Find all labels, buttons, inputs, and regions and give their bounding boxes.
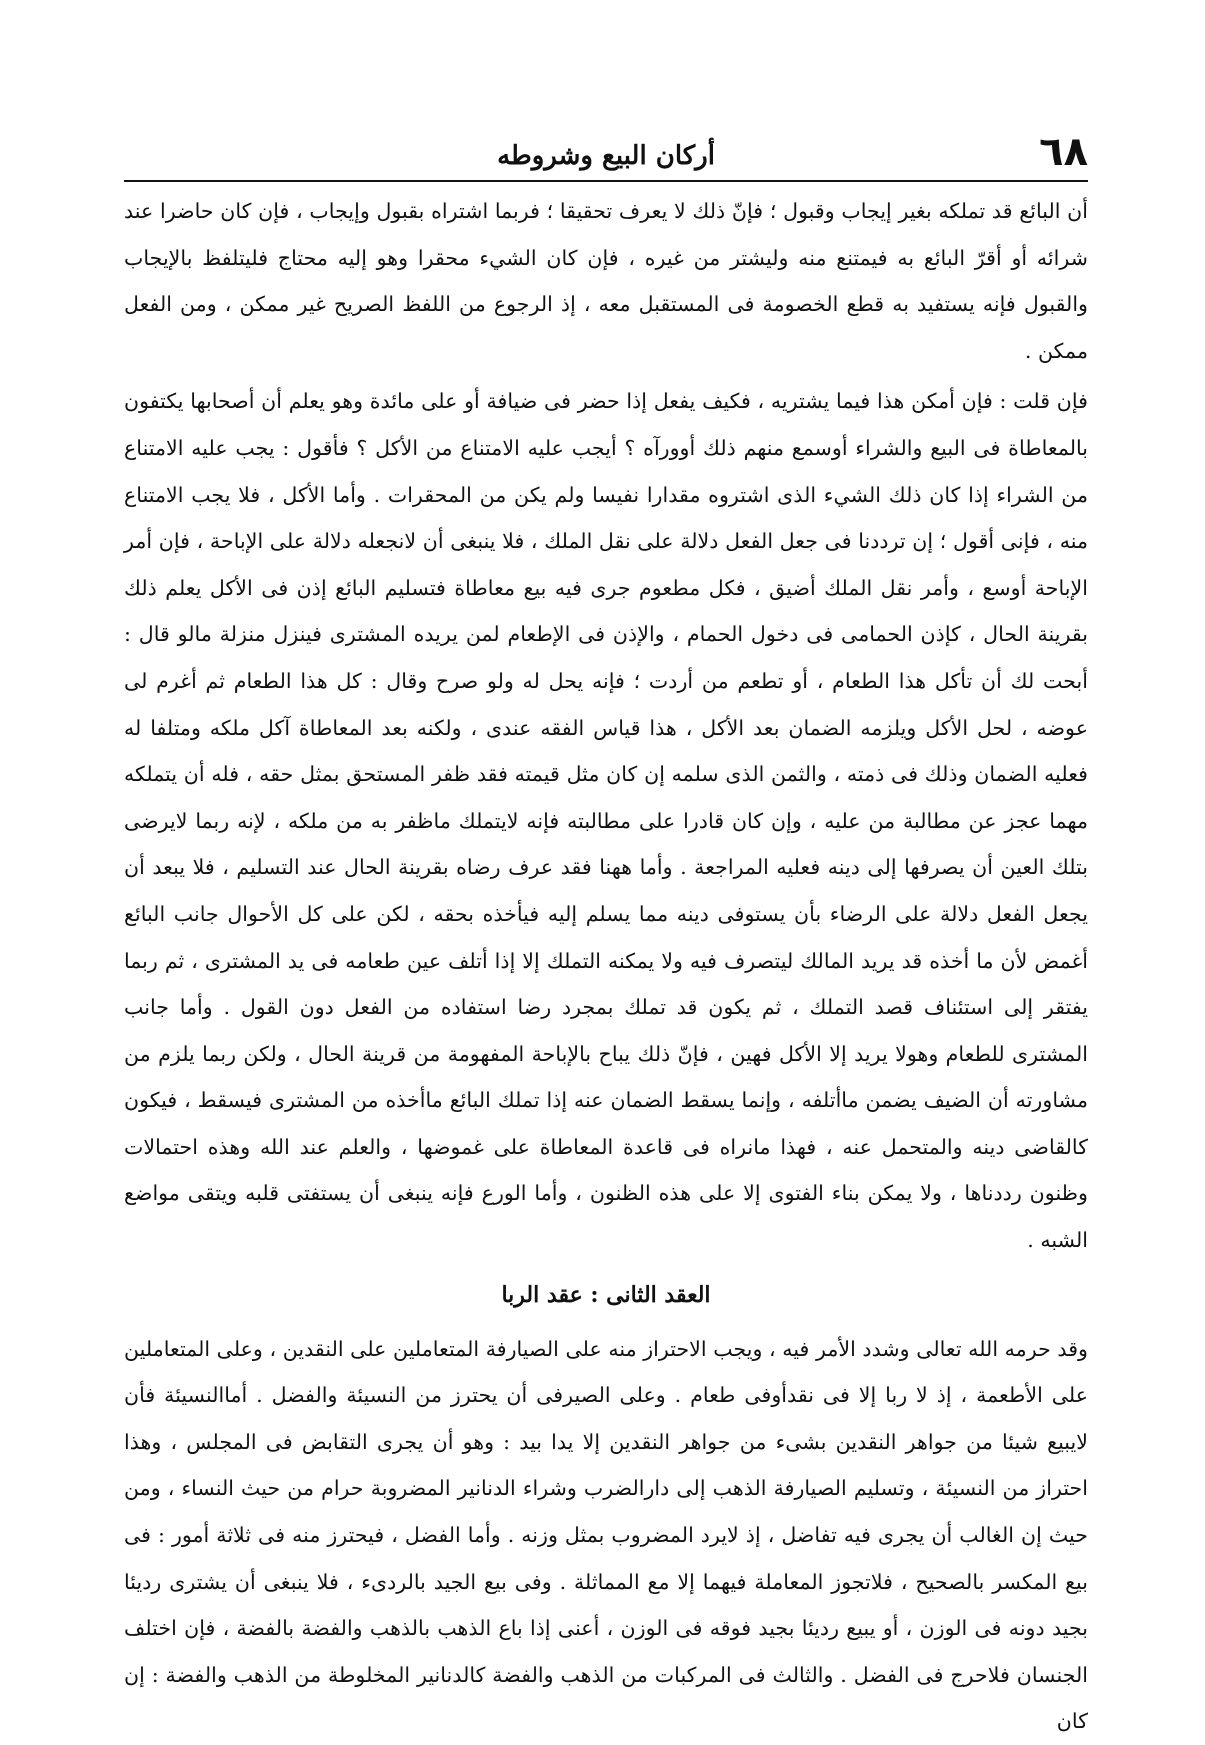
- paragraph-riba: وقد حرمه الله تعالى وشدد الأمر فيه ، ويجب الاحتراز منه على الصيارفة المتعاملين على النقدين ، وعلى المتعاملين على الأطعمة ، إذ لا ربا إلا فى نقدأوفى طعام . وعلى الصيرفى أن يحترز من النسيئة والفضل . أماالنسيئة فأن لايبيع شيئا من جواهر النقدين بشىء من جواهر النقدين إلا يدا بيد : وهو أن يجرى التقابض فى المجلس ، وهذا احتراز من النسيئة ، وتسليم الصيارفة الذهب إلى دارالضرب وشراء الدنانير المضروبة حرام من حيث النساء ، ومن حيث إن الغالب أن يجرى فيه تفاضل ، إذ لايرد المضروب بمثل وزنه . وأما الفضل ، فيحترز منه فى ثلاثة أمور : فى بيع المكسر بالصحيح ، فلاتجوز المعاملة فيهما إلا مع المماثلة . وفى بيع الجيد بالردىء ، فلا ينبغى أن يشترى رديئا بجيد دونه فى الوزن ، أو يبيع رديئا بجيد فوقه فى الوزن ، أعنى إذا باع الذهب بالذهب والفضة بالفضة ، فإن اختلف الجنسان فلاحرج فى الفضل . والثالث فى المركبات من الذهب والفضة كالدنانير المخلوطة من الذهب والفضة : إن كان: [124, 1336, 1088, 1734]
- paragraph-sale-possession: أن البائع قد تملكه بغير إيجاب وقبول ؛ فإنّ ذلك لا يعرف تحقيقا ؛ فربما اشتراه بقبول وإيجاب ، فإن كان حاضرا عند شرائه أو أقرّ البائع به فيمتنع منه وليشتر من غيره ، فإن كان الشيء محقرا وهو إليه محتاج فليتلفظ بالإيجاب والقبول فإنه يستفيد به قطع الخصومة فى المستقبل معه ، إذ الرجوع من اللفظ الصريح غير ممكن ، ومن الفعل ممكن .: [124, 199, 1089, 363]
- section-heading: العقد الثانى : عقد الربا: [501, 1281, 711, 1308]
- paragraph-muataah-discussion: فإن قلت : فإن أمكن هذا فيما يشتريه ، فكيف يفعل إذا حضر فى ضيافة أو على مائدة وهو يعلم أن أصحابها يكتفون بالمعاطاة فى البيع والشراء أوسمع منهم ذلك أوورآه ؟ أيجب عليه الامتناع من الأكل ؟ فأقول : يجب عليه الامتناع من الشراء إذا كان ذلك الشيء الذى اشتروه مقدارا نفيسا ولم يكن من المحقرات . وأما الأكل ، فلا يجب الامتناع منه ، فإنى أقول ؛ إن ترددنا فى جعل الفعل دلالة على نقل الملك ، فلا ينبغى أن لانجعله دلالة على الإباحة ، فإن أمر الإباحة أوسع ، وأمر نقل الملك أضيق ، فكل مطعوم جرى فيه بيع معاطاة فتسليم البائع إذن فى الأكل يعلم ذلك بقرينة الحال ، كإذن الحمامى فى دخول الحمام ، والإذن فى الإطعام لمن يريده المشترى فينزل منزلة مالو قال : أبحت لك أن تأكل هذا الطعام ، أو تطعم من أردت ؛ فإنه يحل له ولو صرح وقال : كل هذا الطعام ثم أغرم لى عوضه ، لحل الأكل ويلزمه الضمان بعد الأكل ، هذا قياس الفقه عندى ، ولكنه بعد المعاطاة آكل ملكه ومتلفا له فعليه الضمان وذلك فى ذمته ، والثمن الذى سلمه إن كان مثل قيمته فقد ظفر المستحق بمثل حقه ، فله أن يتملكه مهما عجز عن مطالبة من عليه ، وإن كان قادرا على مطالبته فإنه لايتملك ماظفر به من ملكه ، لإنه ربما لايرضى بتلك العين أن يصرفها إلى دينه فعليه المراجعة . وأما ههنا فقد عرف رضاه بقرينة الحال عند التسليم ، فلا يبعد أن يجعل الفعل دلالة على الرضاء بأن يستوفى دينه مما يسلم إليه فيأخذه بحقه ، لكن على كل الأحوال جانب البائع أغمض لأن ما أخذه قد يريد المالك ليتصرف فيه ولا يمكنه التملك إلا إذا أتلف عين طعامه فى يد المشترى ، ثم ربما يفتقر إلى استئناف قصد التملك ، ثم يكون قد تملك بمجرد رضا استفاده من الفعل دون القول . وأما جانب المشترى للطعام وهولا يريد إلا الأكل فهين ، فإنّ ذلك يباح بالإباحة المفهومة من قرينة الحال ، ولكن ربما يلزم من مشاورته أن الضيف يضمن ماأتلفه ، وإنما يسقط الضمان عنه إذا تملك البائع ماأخذه من المشترى فيسقط ، فيكون كالقاضى دينه والمتحمل عنه ، فهذا مانراه فى قاعدة المعاطاة على غموضها ، والعلم عند الله وهذه احتمالات وظنون رددناها ، ولا يمكن بناء الفتوى إلا على هذه الظنون ، وأما الورع فإنه ينبغى أن يستفتى قلبه ويتقى مواضع الشبه .: [124, 389, 1089, 1253]
- body-text: [124, 188, 1088, 1745]
- running-title: أركان البيع وشروطه: [497, 141, 715, 171]
- running-header: [124, 129, 1088, 182]
- page-number: ٦٨: [1039, 129, 1088, 175]
